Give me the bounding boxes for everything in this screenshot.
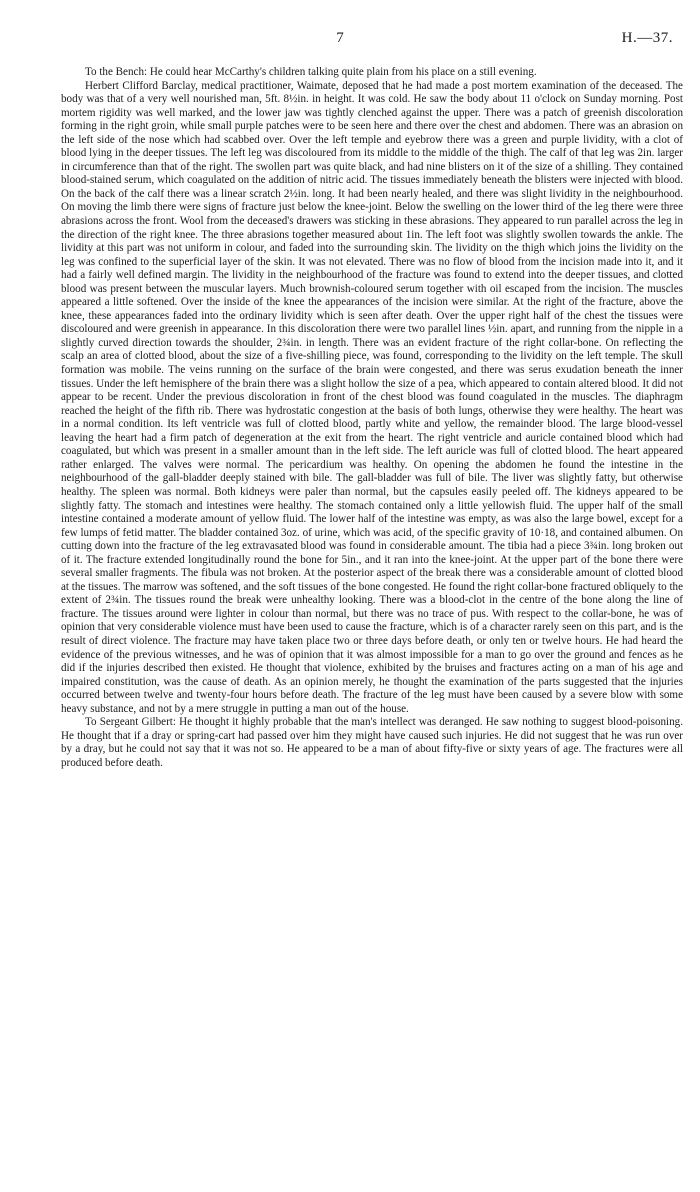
page-number: 7 [336,30,344,46]
paragraph-barclay-deposition: Herbert Clifford Barclay, medical practitioner, Waimate, deposed that he had made a post mortem examination of the deceased. The body was that of a very well nourished man, 5ft. 8½in. in height. It was cold. He saw the body about 11 o'clock on Sunday morning. Post mortem rigidity was well marked, and the lower jaw was tightly clenched against the upper. There was a patch of greenish discoloration forming in the right groin, while small purple patches were to be seen here and there over the chest and abdomen. There was an abrasion on the left side of the nose which had scabbed over. Over the left temple and eyebrow there was a green and purple lividity, with a clot of blood lying in the deeper tissues. The left leg was discoloured from its middle to the middle of the thigh. The calf of that leg was 2in. larger in circumference than that of the right. The swollen part was quite black, and had nine blisters on it of the size of a shilling. They contained blood-stained serum, which coagulated on the addition of nitric acid. The tissues immediately beneath the blisters were injected with blood. On the back of the calf there was a linear scratch 2½in. long. It had been nearly healed, and there was slight lividity in the neighbourhood. On moving the limb there were signs of fracture just below the knee-joint. Below the swelling on the lower third of the leg there were three abrasions across the front. Wool from the deceased's drawers was sticking in these abrasions. They appeared to run parallel across the leg in the direction of the right knee. The three abrasions together measured about 1in. The left foot was slightly swollen towards the ankle. The lividity at this part was not uniform in colour, and faded into the surrounding skin. The lividity on the thigh which joins the lividity on the leg was confined to the superficial layer of the skin. It was not elevated. There was no flow of blood from the incision made into it, and it had a fairly well defined margin. The lividity in the neighbourhood of the fracture was found to extend into the deeper tissues, and clotted blood was present between the muscular layers. Much brownish-coloured serum together with oil escaped from the incision. The muscles appeared a little softened. Over the inside of the knee the appearances of the incision were similar. At the right of the fracture, above the knee, these appearances faded into the ordinary lividity which is seen after death. Over the upper right half of the chest the tissues were discoloured and were greenish in appearance. In this discoloration there were two parallel lines ½in. apart, and running from the nipple in a slightly curved direction towards the shoulder, 2¾in. in length. There was an evident fracture of the right collar-bone. On reflecting the scalp an area of clotted blood, about the size of a five-shilling piece, was found, corresponding to the lividity on the left temple. The skull formation was mobile. The veins running on the surface of the brain were congested, and there was serus exudation beneath the inner tissues. Under the left hemisphere of the brain there was a slight hollow the size of a pea, which appeared to contain altered blood. It did not appear to be recent. Under the previous discoloration in front of the chest blood was found coagulated in the muscles. The diaphragm reached the height of the fifth rib. There was hydrostatic congestion at the basis of both lungs, otherwise they were healthy. The heart was in a normal condition. Its left ventricle was full of clotted blood, partly white and yellow, the remainder blood. The large blood-vessel leaving the heart had a firm patch of degeneration at the exit from the heart. The right ventricle and auricle contained blood which had coagulated, but which was present in a smaller amount than in the left side. The left auricle was full of clotted blood. The heart appeared rather enlarged. The valves were normal. The pericardium was healthy. On opening the abdomen he found the intestine in the neighbourhood of the gall-bladder deeply stained with bile. The gall-bladder was full of bile. The liver was slightly fatty, but otherwise healthy. The spleen was normal. Both kidneys were paler than normal, but the capsules easily peeled off. The kidneys appeared to be slightly fatty. The stomach and intestines were healthy. The stomach contained only a little yellowish fluid. The upper half of the small intestine contained a moderate amount of yellow fluid. The lower half of the intestine was empty, as was also the large bowel, except for a few lumps of fetid matter. The bladder contained 3oz. of urine, which was acid, of the specific gravity of 10·18, and contained albumen. On cutting down into the fracture of the leg extravasated blood was found in considerable amount. The tibia had a piece 3¾in. long broken out of it. The fracture extended longitudinally round the bone for 5in., and it ran into the knee-joint. At the upper part of the bone there were several smaller fragments. The fibula was not broken. At the posterior aspect of the break there was a considerable amount of clotted blood at the tissues. The marrow was softened, and the soft tissues of the bone congested. He found the right collar-bone fractured obliquely to the extent of 2¾in. The tissues round the break were unhealthy looking. There was a blood-clot in the centre of the bone along the line of fracture. The tissues around were lighter in colour than normal, but there was no trace of pus. With respect to the collar-bone, he was of opinion that very considerable violence must have been used to cause the fracture, which is of a character rarely seen on this part, and is the result of direct violence. The fracture may have taken place two or three days before death, or only ten or twelve hours. He had heard the evidence of the previous witnesses, and he was of opinion that it was almost impossible for a man to go over the ground and fences as he did if the injuries described then existed. He thought that violence, exhibited by the bruises and fractures acting on a man of his age and impaired constitution, was the cause of death. As an opinion merely, he thought the examination of the parts suggested that the injuries occurred between twelve and twenty-four hours before death. The fracture of the leg must have been caused by a severe blow with some heavy substance, and not by a mere struggle in putting a man out of the house. [61,79,683,715]
paragraph-sergeant-gilbert: To Sergeant Gilbert: He thought it highly probable that the man's intellect was deranged. He saw nothing to suggest blood-poisoning. He thought that if a dray or spring-cart had passed over him they might have caused such injuries. He did not suggest that he was run over by a dray, but he could not say that it was not so. He appeared to be a man of about fifty-five or sixty years of age. The fractures were all produced before death. [61,716,683,769]
paragraph-bench: To the Bench: He could hear McCarthy's children talking quite plain from his place on a still evening. [85,66,537,78]
body-text [61,66,683,770]
document-reference: H.—37. [621,30,673,46]
